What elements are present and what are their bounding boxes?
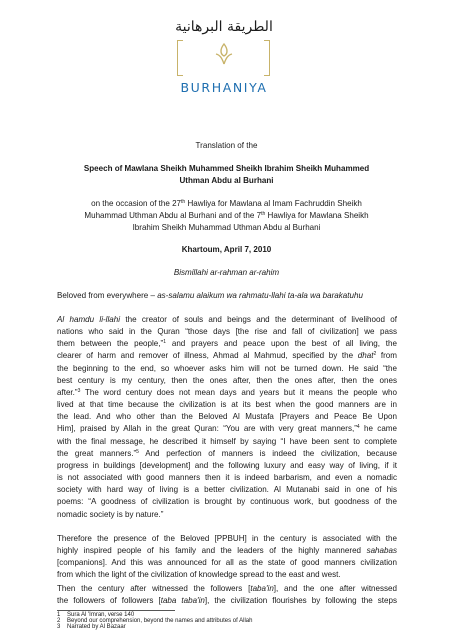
paragraph-line (57, 387, 397, 399)
text-run: Him], praised by Allah in the great Quran: “You are with very great manners,” (57, 424, 357, 434)
text-run: ], and the one after witnessed (273, 584, 398, 593)
ordinal-suffix: th (181, 199, 186, 205)
occasion-line-3: Ibrahim Sheikh Muhammad Uthman Abdu al Burhani (132, 223, 321, 232)
paragraph-line (57, 423, 397, 435)
paragraph-line: the lead. And who other than the Beloved Al Mustafa [Prayers and Peace Be Upon (57, 412, 397, 422)
footnote-number: 1 (57, 612, 61, 618)
italic-phrase: Al hamdu li-llahi (57, 315, 121, 324)
text-run: he came (359, 424, 397, 434)
arabic-calligraphy: الطريقة البرهانية (175, 19, 273, 35)
paragraph-line: nations who said in the Quran “those days [the rise and fall of civilization] we pass (57, 327, 397, 337)
footnote-text: Narrated by Al Bazaar (67, 624, 126, 630)
paragraph-line: poems: “A goodness of civilization is brought by continuous work, but goodness of the (57, 497, 397, 507)
title-line-2: Uthman Abdu al Burhani (179, 176, 274, 185)
paragraph-line: best century is my century, then the ones after, then the ones after, then the ones (57, 375, 397, 385)
occasion-text: Hawliya for Mawlana Sheikh (265, 211, 369, 220)
paragraph-line: the beginning to the end, so whoever asks him will not be turned down. He said “the (57, 363, 397, 373)
text-run: clearer of harm and remover of illness, Ahmad al Mahmud, specified by the (57, 351, 358, 361)
logo-bracket-right (264, 40, 270, 76)
paragraph-line: is not associated with good manners then it is indeed barbarism, and even a nomadic (57, 473, 397, 483)
paragraph-line (57, 338, 397, 350)
paragraph-2 (57, 533, 397, 582)
logo-bracket-left (177, 40, 183, 76)
paragraph-line (57, 448, 397, 460)
footnote-text: Sura Al 'Imran, verse 140 (67, 612, 135, 618)
text-run: ], the civilization flourishes by following the steps (204, 596, 397, 606)
greeting (57, 291, 363, 301)
emblem-icon (212, 42, 236, 66)
footnote-3 (57, 624, 126, 631)
occasion-text: Hawliya for Mawlana al Imam Fachruddin Sheikh (185, 199, 362, 208)
italic-phrase: dhat (357, 351, 374, 361)
paragraph-1 (57, 314, 397, 521)
paragraph-line: [companions]. And this was announced for all as the state of good manners civilization (57, 558, 397, 568)
footnote-ref: 5 (136, 448, 139, 455)
text-run: Then the century after witnessed the followers [ (57, 584, 251, 593)
footnote-ref: 4 (356, 424, 360, 431)
burhaniya-logo (171, 14, 277, 106)
occasion-text: on the occasion of the 27 (91, 199, 182, 208)
text-run: highly inspired people of his family and the leaders of the highly mannered (57, 546, 367, 556)
brand-name: BURHANIYA (180, 80, 268, 95)
title-line-1: Speech of Mawlana Sheikh Muhammed Sheikh Ibrahim Sheikh Muhammed (83, 164, 370, 173)
footnote-ref: 2 (373, 351, 377, 358)
salutation: as-salamu alaikum wa rahmatu-llahi ta-ala wa barakatuhu (157, 291, 363, 300)
paragraph-line: with the final message, he described it himself by saying “I have been sent to complete (57, 436, 397, 446)
paragraph-line: from which the light of the civilization of knowledge spread to the east and west. (57, 570, 341, 580)
translation-label: Translation of the (195, 141, 258, 150)
footnote-number: 3 (57, 624, 61, 630)
text-run: the followers of followers [ (57, 596, 161, 606)
text-run: after.” (57, 387, 78, 397)
footnote-ref: 1 (163, 339, 166, 346)
paragraph-line (57, 583, 397, 595)
paragraph-line (57, 595, 397, 607)
ordinal-suffix: th (261, 211, 266, 217)
footnote-ref: 3 (77, 387, 81, 394)
place-date: Khartoum, April 7, 2010 (181, 245, 272, 254)
paragraph-line: lived at that time because the civilization is at its best when the good manners are in (57, 400, 397, 410)
occasion-line-1 (0, 199, 453, 209)
text-run: from (376, 351, 397, 361)
footnote-divider (57, 610, 175, 611)
text-run: The word century does not mean days and years but it means the people who (80, 387, 397, 397)
occasion-text: Muhammad Uthman Abdu al Burhani and of the 7 (84, 211, 262, 220)
text-run: and prayers and peace upon the best of all living, the (165, 339, 397, 349)
occasion-line-2 (0, 211, 453, 221)
paragraph-line (57, 314, 397, 326)
text-run: them between the people,” (57, 339, 164, 349)
bismillah: Bismillahi ar-rahman ar-rahim (173, 268, 280, 277)
paragraph-line: nomadic society is by nature.” (57, 509, 164, 519)
italic-phrase: taba'in (250, 584, 274, 593)
paragraph-line: Therefore the presence of the Beloved [PPBUH] in the century is associated with the (57, 534, 397, 543)
paragraph-line: progress in buildings [development] and the following luxury and easy way of living, if it (57, 460, 397, 470)
text-run: And perfection of manners is indeed the civilization, because (138, 448, 398, 458)
paragraph-line (57, 350, 397, 362)
italic-phrase: taba taba'in (160, 596, 205, 606)
paragraph-3 (57, 583, 397, 607)
italic-phrase: sahabas (366, 546, 397, 556)
footnote-number: 2 (57, 618, 61, 624)
paragraph-line: society with hard way of living is a better civilization. Al Mutanabi said in one of his (57, 485, 397, 495)
text-run: the great manners.” (57, 448, 137, 458)
greeting-text: Beloved from everywhere – (57, 291, 158, 300)
footnote-text: Beyond our comprehension, beyond the names and attributes of Allah (67, 618, 253, 624)
text-run: the creator of souls and beings and the determinant of livelihood of (120, 315, 397, 324)
paragraph-line (57, 545, 397, 557)
